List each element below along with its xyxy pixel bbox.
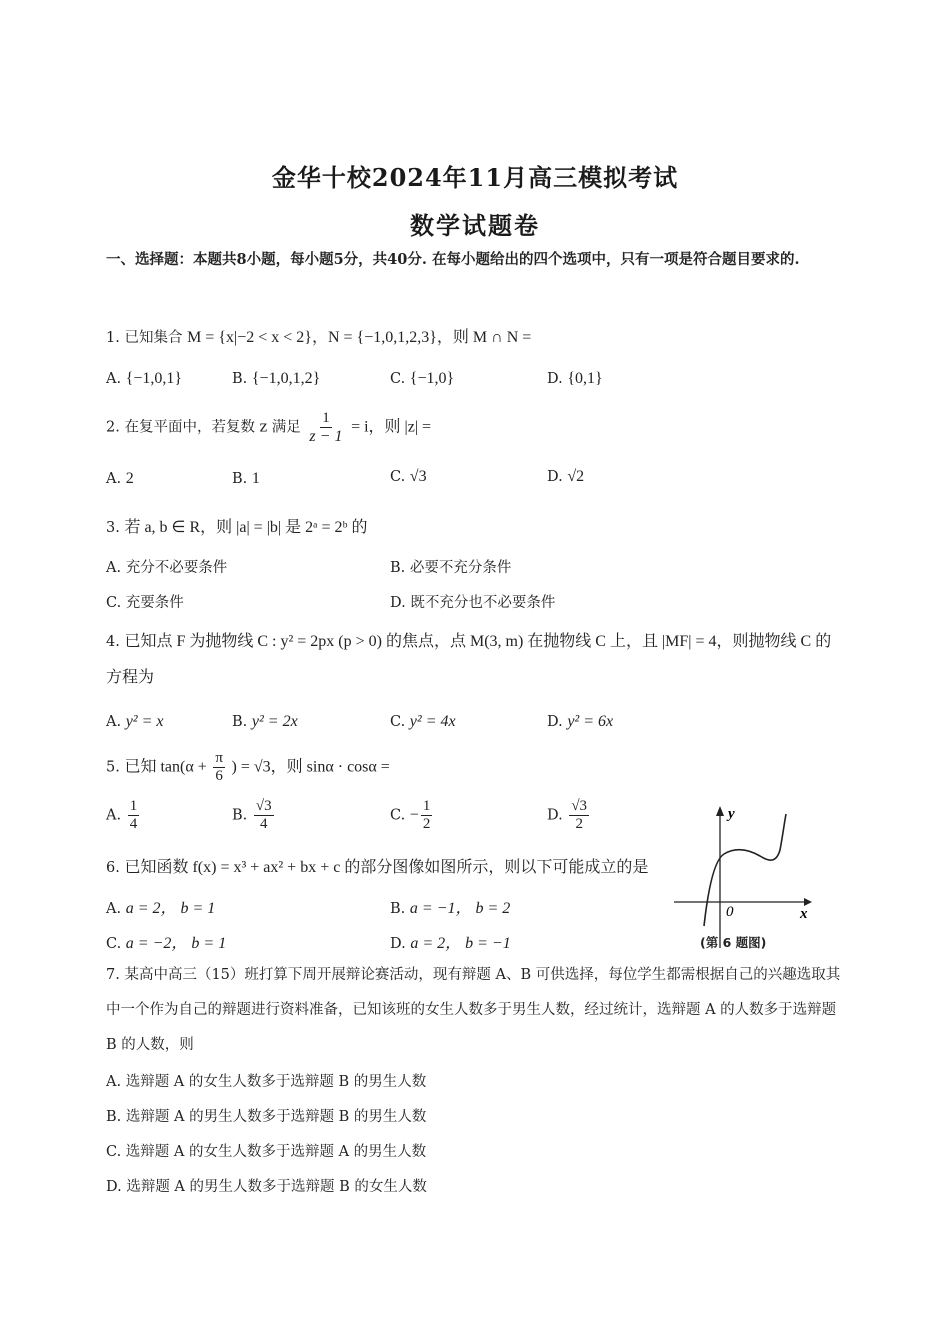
q7-option-b: B. 选辩题 A 的男生人数多于选辩题 B 的男生人数: [106, 1109, 427, 1125]
question-math: ) = √3，则 sinα · cosα =: [231, 758, 390, 776]
section-heading: 一、选择题：本题共8小题，每小题5分，共40分. 在每小题给出的四个选项中，只有一项是符合题目要求的.: [106, 251, 800, 268]
q2-option-c: C. √3: [390, 468, 427, 485]
question-number: 2.: [106, 419, 120, 436]
q5-option-a: A. $\frac{1}{4}$: [106, 798, 138, 832]
q6-option-c: C. a = −2， b = 1: [106, 935, 227, 952]
q2-option-a: A. 2: [106, 470, 134, 487]
q5-option-c: C. − $\frac{1}{2}$: [390, 798, 431, 832]
q5-option-b: B. $\frac{√3}{4}$: [232, 798, 272, 832]
question-number: 3.: [106, 520, 120, 536]
question-text: 已知点 F 为抛物线 C : y² = 2px (p > 0) 的焦点，点 M(3, m) 在抛物线 C 上，且 |MF| = 4，则抛物线 C 的方程为: [106, 633, 832, 686]
q1-option-c: C. {−1,0}: [390, 370, 455, 387]
question-text: 某高中高三（15）班打算下周开展辩论赛活动，现有辩题 A、B 可供选择，每位学生都需根据自己的兴趣选取其中一个作为自己的辩题进行资料准备，已知该班的女生人数多于男生人数，经过统计，选辩题 A 的人数多于选辩题 B 的人数，则: [106, 967, 841, 1053]
exam-title: 金华十校2024年11月高三模拟考试: [271, 163, 679, 192]
q4-option-d: D. y² = 6x: [547, 713, 614, 730]
y-label: y: [728, 806, 735, 822]
q4-option-a: A. y² = x: [106, 713, 164, 730]
question-text: 已知 tan(α +: [124, 758, 207, 776]
q7-option-a: A. 选辩题 A 的女生人数多于选辩题 B 的男生人数: [106, 1074, 427, 1090]
exam-subtitle: 数学试题卷: [410, 211, 540, 240]
question-math: = i，则 |z| =: [351, 418, 432, 436]
q7-option-d: D. 选辩题 A 的男生人数多于选辩题 B 的女生人数: [106, 1179, 427, 1195]
q1-option-b: B. {−1,0,1,2}: [232, 370, 321, 387]
q6-option-b: B. a = −1， b = 2: [390, 900, 511, 917]
question-6-graph: [668, 800, 818, 950]
question-4-stem: [106, 624, 841, 696]
q5-option-d: D. $\frac{√3}{2}$: [547, 798, 588, 832]
question-7-stem: [106, 958, 841, 1063]
question-number: 6.: [106, 860, 120, 876]
question-text: 在复平面中，若复数 z 满足: [124, 419, 301, 436]
x-label: x: [800, 906, 808, 922]
question-5-stem: [106, 750, 390, 785]
question-3-stem: [106, 514, 367, 537]
q7-option-c: C. 选辩题 A 的女生人数多于选辩题 A 的男生人数: [106, 1144, 427, 1160]
q4-option-c: C. y² = 4x: [390, 713, 456, 730]
q3-option-c: C. 充要条件: [106, 595, 184, 611]
figure-caption: (第 6 题图): [700, 935, 767, 950]
x-axis-arrow-icon: [804, 898, 812, 906]
fraction: $\frac{1}{z - 1}$: [309, 410, 343, 445]
q4-option-b: B. y² = 2x: [232, 713, 298, 730]
question-text: 若 a, b ∈ R，则 |a| = |b| 是 2ᵃ = 2ᵇ 的: [124, 519, 368, 536]
q1-option-a: A. {−1,0,1}: [106, 370, 183, 387]
question-2-stem: [106, 410, 431, 445]
origin-label: 0: [726, 904, 734, 920]
q3-option-d: D. 既不充分也不必要条件: [390, 595, 556, 611]
fraction: $\frac{\pi}{6}$: [215, 750, 223, 784]
question-1-stem: [106, 324, 531, 347]
q6-option-a: A. a = 2， b = 1: [106, 900, 216, 917]
q6-option-d: D. a = 2， b = −1: [390, 935, 511, 952]
q3-option-a: A. 充分不必要条件: [106, 560, 228, 576]
q2-option-d: D. √2: [547, 468, 585, 485]
q1-option-d: D. {0,1}: [547, 370, 603, 387]
question-6-stem: [106, 854, 648, 877]
q3-option-b: B. 必要不充分条件: [390, 560, 512, 576]
question-number: 5.: [106, 759, 120, 776]
question-number: 4.: [106, 634, 120, 650]
question-text: 已知集合: [124, 330, 183, 346]
function-curve: [704, 814, 786, 926]
question-text: 已知函数 f(x) = x³ + ax² + bx + c 的部分图像如图所示，则以下可能成立的是: [124, 859, 649, 876]
question-number: 1.: [106, 330, 120, 346]
q2-option-b: B. 1: [232, 470, 260, 487]
question-math: M = {x|−2 < x < 2}，N = {−1,0,1,2,3}，则 M ∩ N =: [187, 329, 532, 346]
question-number: 7.: [106, 967, 120, 983]
y-axis-arrow-icon: [716, 806, 724, 816]
